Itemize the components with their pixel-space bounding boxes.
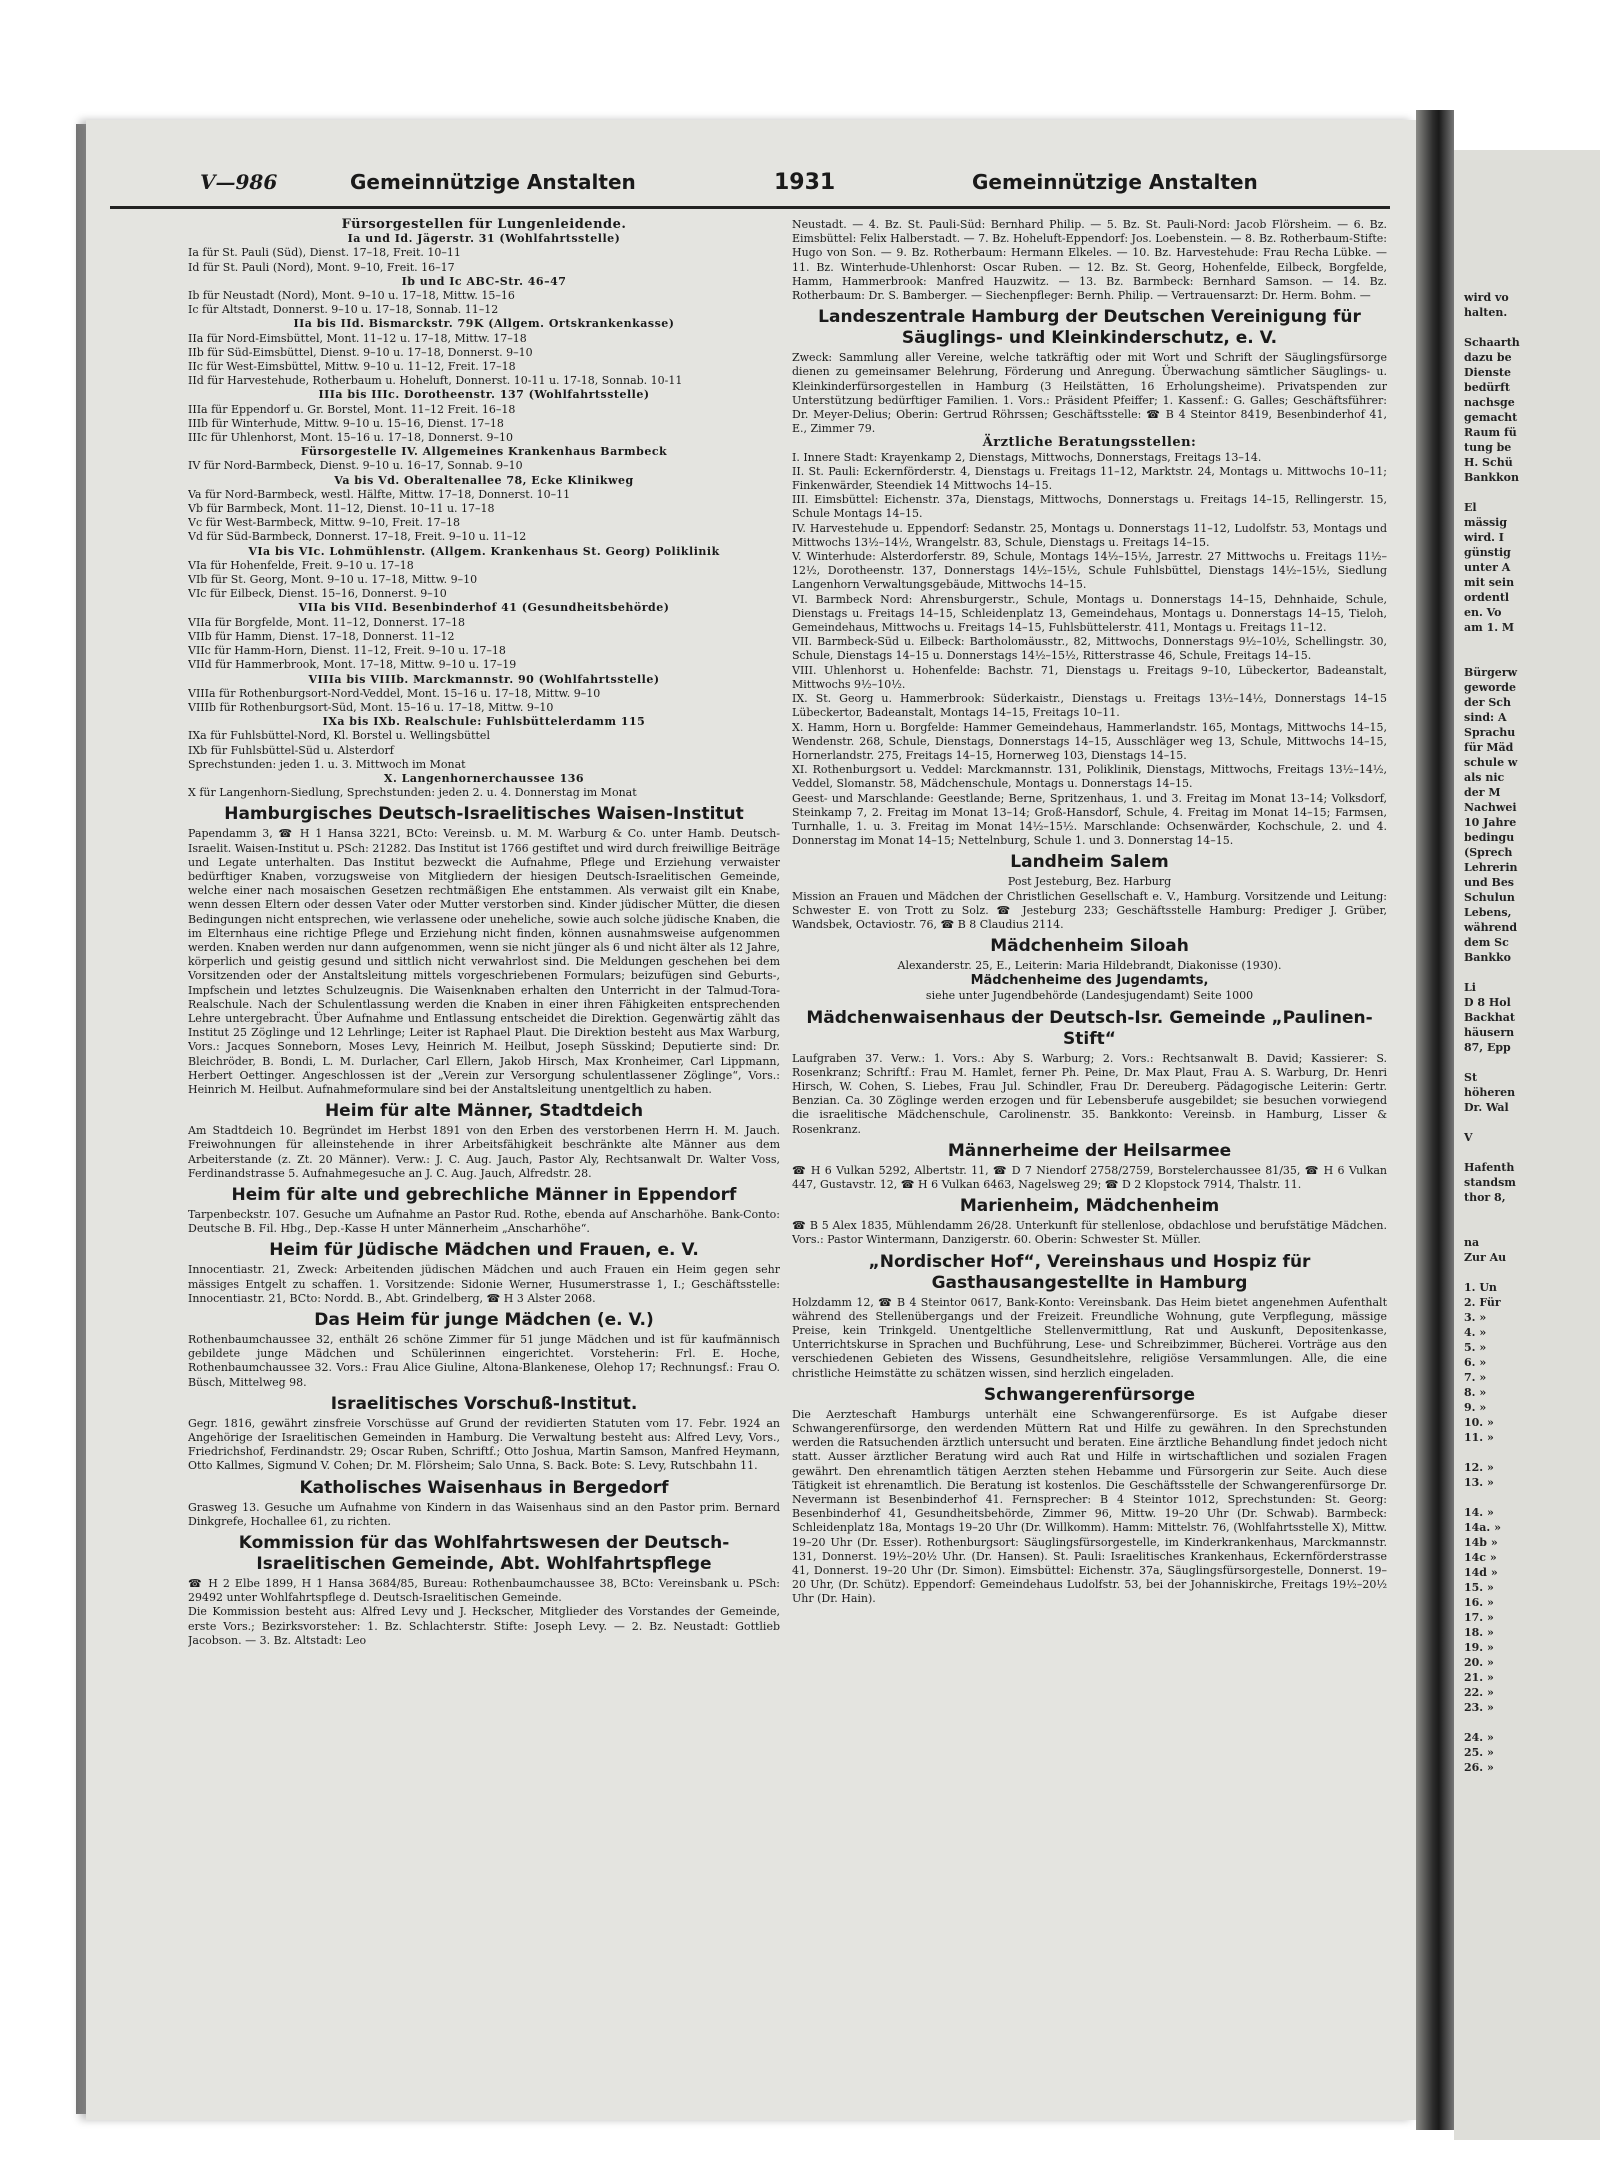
text-line: VIII. Uhlenhorst u. Hohenfelde: Bachstr. 71, Dienstags u. Freitags 9–10, Lübeckertor, Badeanstalt, Mittwochs 9½–10½. <box>792 663 1387 691</box>
text-line: Tarpenbeckstr. 107. Gesuche um Aufnahme an Pastor Rud. Rothe, ebenda auf Anscharhöhe. Bank-Conto: Deutsche B. Fil. Hbg., Dep.-Kasse H unter Männerheim „Anscharhöhe“. <box>188 1208 780 1236</box>
adjacent-page-line: am 1. M <box>1464 621 1515 634</box>
text-line: Post Jesteburg, Bez. Harburg <box>1007 875 1172 889</box>
text-line: Laufgraben 37. Verw.: 1. Vors.: Aby S. Warburg; 2. Vors.: Rechtsanwalt B. David; Kassierer: S. Rosenkranz; Schriftf.: Frau M. Hamlet, ferner Ph. Peine, Dr. Max Plaut, Frau A. S. Warburg, Dr. Henri Hirsch, W. Cohen, S. Liebes, Frau Jul. Schindler, Frau Dr. Dereuberg. Pädagogische Leiterin: Gertr. Benzian. Ca. 30 Zöglinge werden erzogen und für Lebensberufe ausgebildet; sie besuchen vorwiegend die israelitische Mädchenschule, Carolinenstr. 35. Bankkonto: Vereinsb. in Hamburg, Lisser & Rosenkranz. <box>792 1051 1387 1136</box>
adjacent-page-line: als nic <box>1464 771 1505 784</box>
text-line: VIa für Hohenfelde, Freit. 9–10 u. 17–18 <box>188 558 414 572</box>
adjacent-page-line: Schulun <box>1464 891 1515 904</box>
adjacent-page-line: Lebens, <box>1464 906 1512 919</box>
adjacent-page-line: Schaarth <box>1464 336 1520 349</box>
text-line: siehe unter Jugendbehörde (Landesjugendamt) Seite 1000 <box>925 989 1254 1003</box>
adjacent-page-line: standsm <box>1464 1176 1516 1189</box>
text-line: ☎ H 2 Elbe 1899, H 1 Hansa 3684/85, Bureau: Rothenbaumchaussee 38, BCto: Vereinsbank u. PSch: 29492 unter Wohlfahrtspflege d. Deutsch-Israelitischen Gemeinde. <box>188 1577 780 1605</box>
adjacent-page-line: 87, Epp <box>1464 1041 1511 1054</box>
text-line: II. St. Pauli: Eckernförderstr. 4, Dienstags u. Freitags 11–12, Marktstr. 24, Montags u. Mittwochs 10–11; Finkenwärder, Steendiek 14 Mittwochs 14–15. <box>792 464 1387 493</box>
adjacent-page-line: dem Sc <box>1464 936 1509 949</box>
adjacent-page-line: 10. » <box>1464 1416 1494 1429</box>
text-line: Rothenbaumchaussee 32, enthält 26 schöne Zimmer für 51 junge Mädchen und ist für kaufmännisch gebildete junge Mädchen und Schülerinnen eingerichtet. Vorsteherin: Frl. E. Hoche, Rothenbaumchaussee 32. Vors.: Frau Alice Giuline, Altona-Blankenese, Olehop 17; Rechnungsf.: Frau O. Büsch, Mittelweg 98. <box>188 1333 780 1389</box>
text-line: Am Stadtdeich 10. Begründet im Herbst 1891 von den Erben des verstorbenen Herrn H. M. Jauch. Freiwohnungen für alleinstehende in ihrer Arbeitsfähigkeit beschränkte alte Männer aus dem Arbeiterstande (z. Zt. 20 Männer). Verw.: J. C. Aug. Jauch, Pastor Aly, Rechtsanwalt Dr. Walter Voss, Ferdinandstrasse 5. Aufnahmegesuche an J. C. Aug. Jauch, Alfredstr. 28. <box>188 1124 780 1180</box>
header-rule <box>110 206 1390 209</box>
text-line: Vc für West-Barmbeck, Mittw. 9–10, Freit. 17–18 <box>188 516 460 530</box>
adjacent-page-line <box>1464 635 1600 650</box>
subheading: Ib und Ic ABC-Str. 46–47 <box>401 274 567 288</box>
text-line: IV für Nord-Barmbeck, Dienst. 9–10 u. 16–17, Sonnab. 9–10 <box>188 459 523 473</box>
text-line: V. Winterhude: Alsterdorferstr. 89, Schule, Montags 14½–15½, Jarrestr. 27 Mittwochs u. Freitags 11½–12½, Dorotheenstr. 137, Donnerstags 14½–15½, Schule Fuhlsbüttel, Dienstags 14½–15½, Siedlung Langenhorn Verwaltungsgebäude, Mittwochs 14–15. <box>792 550 1387 592</box>
adjacent-page-line: 14a. » <box>1464 1521 1501 1534</box>
text-line: Holzdamm 12, ☎ B 4 Steintor 0617, Bank-Konto: Vereinsbank. Das Heim bietet angenehmen Aufenthalt während des Stellenübergangs und der Freizeit. Freundliche Wohnung, gute Verpflegung, mässige Preise, kein Trinkgeld. Unentgeltliche Stellenvermittlung, Rat und Auskunft, Depositenkasse, Unterrichtskurse in Sprachen und Buchführung, Lese- und Schreibzimmer, Bücherei. Vorträge aus den verschiedenen Gebieten des Wissens, Gesundheitslehre, religiöse Versammlungen. Alle, die eine christliche Heimstätte zu schätzen wissen, sind herzlich eingeladen. <box>792 1295 1387 1380</box>
adjacent-page-line: günstig <box>1464 546 1511 559</box>
text-line: Ia für St. Pauli (Süd), Dienst. 17–18, Freit. 10–11 <box>188 246 461 260</box>
text-line: IIc für West-Eimsbüttel, Mittw. 9–10 u. 11–12, Freit. 17–18 <box>188 360 516 374</box>
adjacent-page-line: El <box>1464 501 1477 514</box>
text-line: Ic für Altstadt, Donnerst. 9–10 u. 17–18, Sonnab. 11–12 <box>188 303 499 317</box>
text-line: Grasweg 13. Gesuche um Aufnahme von Kindern in das Waisenhaus sind an den Pastor prim. Bernard Dinkgrefe, Hochallee 61, zu richten. <box>188 1500 780 1528</box>
adjacent-page-line: 12. » <box>1464 1461 1494 1474</box>
adjacent-page-line: 22. » <box>1464 1686 1494 1699</box>
adjacent-page-line: 14d » <box>1464 1566 1498 1579</box>
subheading: VIIa bis VIId. Besenbinderhof 41 (Gesundheitsbehörde) <box>298 601 670 615</box>
text-line: IIIa für Eppendorf u. Gr. Borstel, Mont. 11–12 Freit. 16–18 <box>188 402 516 416</box>
adjacent-page-line: 9. » <box>1464 1401 1487 1414</box>
adjacent-page-line: 6. » <box>1464 1356 1487 1369</box>
adjacent-page-line: 3. » <box>1464 1311 1487 1324</box>
subheading: VIIIa bis VIIIb. Marckmannstr. 90 (Wohlfahrtsstelle) <box>308 672 660 686</box>
text-line: IId für Harvestehude, Rotherbaum u. Hoheluft, Donnerst. 10-11 u. 17-18, Sonnab. 10-11 <box>188 374 683 388</box>
text-line: VII. Barmbeck-Süd u. Eilbeck: Bartholomäusstr., 82, Mittwochs, Donnerstags 9½–10½, Schellingstr. 30, Schule, Dienstags 14–15 u. Donnerstags 14½–15½, Ritterstrasse 46, Schule, Freitags 14–15. <box>792 635 1387 663</box>
text-line: Id für St. Pauli (Nord), Mont. 9–10, Freit. 16–17 <box>188 260 455 274</box>
text-line: IIIb für Winterhude, Mittw. 9–10 u. 15–16, Dienst. 17–18 <box>188 416 504 430</box>
text-line: Va für Nord-Barmbeck, westl. Hälfte, Mittw. 17–18, Donnerst. 10–11 <box>188 487 571 501</box>
subheading: Ia und Id. Jägerstr. 31 (Wohlfahrtsstelle) <box>347 232 621 246</box>
adjacent-page-line: und Bes <box>1464 876 1515 889</box>
adjacent-page-line <box>1464 1445 1600 1460</box>
adjacent-page-line: Bankko <box>1464 951 1512 964</box>
adjacent-page-line: en. Vo <box>1464 606 1502 619</box>
section-heading: Katholisches Waisenhaus in Bergedorf <box>299 1477 669 1498</box>
adjacent-page-line: bedürft <box>1464 381 1510 394</box>
section-heading: Mädchenwaisenhaus der Deutsch-Isr. Gemeinde „Paulinen-Stift“ <box>806 1007 1373 1049</box>
adjacent-page-line: St <box>1464 1071 1478 1084</box>
section-heading: Das Heim für junge Mädchen (e. V.) <box>314 1310 654 1331</box>
text-line: Ib für Neustadt (Nord), Mont. 9–10 u. 17–18, Mittw. 15–16 <box>188 289 515 303</box>
header-right-title: Gemeinnützige Anstalten <box>972 170 1258 194</box>
adjacent-page-line: 18. » <box>1464 1626 1494 1639</box>
section-heading: Hamburgisches Deutsch-Israelitisches Waisen-Institut <box>224 804 744 825</box>
adjacent-page <box>1454 150 1600 2140</box>
section-heading: Landheim Salem <box>1010 852 1169 873</box>
page-number: V—986 <box>200 170 278 194</box>
adjacent-page-line: ordentl <box>1464 591 1510 604</box>
section-heading: Marienheim, Mädchenheim <box>959 1196 1220 1217</box>
adjacent-page-line: der Sch <box>1464 696 1511 709</box>
adjacent-page-line: 11. » <box>1464 1431 1494 1444</box>
adjacent-page-line: Raum fü <box>1464 426 1517 439</box>
adjacent-page-line: gemacht <box>1464 411 1518 424</box>
section-heading: Israelitisches Vorschuß-Institut. <box>330 1393 638 1414</box>
text-line: ☎ H 6 Vulkan 5292, Albertstr. 11, ☎ D 7 Niendorf 2758/2759, Borstelerchaussee 81/35, ☎ H 6 Vulkan 447, Gustavstr. 12, ☎ H 6 Vulkan 6463, Nagelsweg 29; ☎ D 2 Klopstock 7914, Thalstr. 11. <box>792 1163 1387 1191</box>
adjacent-page-line: Backhat <box>1464 1011 1515 1024</box>
left-column <box>188 218 780 2098</box>
section-heading: Schwangerenfürsorge <box>983 1384 1196 1405</box>
adjacent-page-line <box>1464 650 1600 665</box>
section-heading: Landeszentrale Hamburg der Deutschen Vereinigung für Säuglings- und Kleinkinderschutz, e. V. <box>818 307 1361 349</box>
text-line: Innocentiastr. 21, Zweck: Arbeitenden jüdischen Mädchen und auch Frauen ein Heim gegen sehr mässiges Entgelt zu schaffen. 1. Vorsitzende: Sidonie Werner, Husumerstrasse 1, I.; Geschäftsstelle: Innocentiastr. 21, BCto: Nordd. B., Abt. Grindelberg, ☎ H 3 Alster 2068. <box>188 1263 780 1305</box>
text-line: VIIIa für Rothenburgsort-Nord-Veddel, Mont. 15–16 u. 17–18, Mittw. 9–10 <box>188 686 601 700</box>
text-line: VIIIb für Rothenburgsort-Süd, Mont. 15–16 u. 17–18, Mittw. 9–10 <box>188 700 554 714</box>
section-heading: Mädchenheim Siloah <box>990 936 1189 957</box>
text-line: VIIb für Hamm, Dienst. 17–18, Donnerst. 11–12 <box>188 629 455 643</box>
text-line: IXb für Fuhlsbüttel-Süd u. Alsterdorf <box>188 743 394 757</box>
adjacent-page-line: V <box>1464 1131 1473 1144</box>
adjacent-page-line: dazu be <box>1464 351 1512 364</box>
adjacent-page-line: nachsge <box>1464 396 1515 409</box>
text-line: Sprechstunden: jeden 1. u. 3. Mittwoch im Monat <box>188 757 466 771</box>
right-column <box>792 218 1387 2098</box>
adjacent-page-line <box>1464 1115 1600 1130</box>
text-line: IIa für Nord-Eimsbüttel, Mont. 11–12 u. 17–18, Mittw. 17–18 <box>188 331 527 345</box>
section-heading: Heim für alte Männer, Stadtdeich <box>324 1101 644 1122</box>
adjacent-page-line <box>1464 1055 1600 1070</box>
text-line: III. Eimsbüttel: Eichenstr. 37a, Dienstags, Mittwochs, Donnerstags u. Freitags 14–15, Rellingerstr. 15, Schule Montags 14–15. <box>792 493 1387 521</box>
adjacent-page-line: Dr. Wal <box>1464 1101 1509 1114</box>
text-line: Zweck: Sammlung aller Vereine, welche tatkräftig oder mit Wort und Schrift der Säuglingsfürsorge dienen zu gemeinsamer Belehrung, Förderung und Anregung. Überwachung sämtlicher Säuglings- u. Kleinkinderfürsorgestellen in Hamburg (3 Heilstätten, 16 Erholungsheime). Privatspenden zur Unterstützung bedürftiger Familien. 1. Vors.: Präsident Pfeiffer; 1. Kassenf.: G. Galles; Geschäftsführer: Dr. Meyer-Delius; Oberin: Gertrud Röhrssen; Geschäftsstelle: ☎ B 4 Steintor 8419, Besenbinderhof 41, E., Zimmer 79. <box>792 351 1387 436</box>
adjacent-page-line: Hafenth <box>1464 1161 1515 1174</box>
text-line: Gegr. 1816, gewährt zinsfreie Vorschüsse auf Grund der revidierten Statuten vom 17. Febr. 1924 an Angehörige der Israelitischen Gemeinden in Hamburg. Die Verwaltung besteht aus: Alfred Levy, Vors., Friedrichshof, Ferdinandstr. 29; Oscar Ruben, Schriftf.; Otto Joshua, Martin Samson, Manfred Heymann, Otto Kallmes, Sigmund V. Cohen; Dr. M. Flörsheim; Salo Unna, S. Back. Bote: S. Levy, Rutschbahn 11. <box>188 1416 780 1473</box>
subheading: Ärztliche Beratungsstellen: <box>982 435 1197 451</box>
adjacent-page-text <box>1454 150 1600 1775</box>
adjacent-page-line: wird. I <box>1464 531 1504 544</box>
text-line: IV. Harvestehude u. Eppendorf: Sedanstr. 25, Montags u. Donnerstags 11–12, Ludolfstr. 53, Montags und Mittwochs 13½–14½, Wrangelstr. 83, Schule, Dienstags u. Freitags 14–15. <box>792 521 1387 549</box>
adjacent-page-line: (Sprech <box>1464 846 1513 859</box>
adjacent-page-line: 24. » <box>1464 1731 1494 1744</box>
adjacent-page-line: tung be <box>1464 441 1512 454</box>
adjacent-page-line: 14b » <box>1464 1536 1498 1549</box>
adjacent-page-line <box>1464 1490 1600 1505</box>
book-spine <box>1416 110 1454 2130</box>
section-heading: Männerheime der Heilsarmee <box>947 1140 1232 1161</box>
adjacent-page-line: 20. » <box>1464 1656 1494 1669</box>
page-header <box>110 170 1390 206</box>
subheading: IIa bis IId. Bismarckstr. 79K (Allgem. Ortskrankenkasse) <box>293 317 675 331</box>
adjacent-page-line: 8. » <box>1464 1386 1487 1399</box>
text-line: Vd für Süd-Barmbeck, Donnerst. 17–18, Freit. 9–10 u. 11–12 <box>188 530 527 544</box>
text-line: Papendamm 3, ☎ H 1 Hansa 3221, BCto: Vereinsb. u. M. M. Warburg & Co. unter Hamb. Deutsch-Israelit. Waisen-Institut u. PSch: 21282. Das Institut ist 1766 gestiftet und wird durch freiwillige Beiträge und Legate unterhalten. Das Institut bezweckt die Aufnahme, Pflege und Erziehung verwaister bedürftiger Knaben, vorzugsweise von Mitgliedern der hiesigen Deutsch-Israelitischen Gemeinde, welche einer nach mosaischen Gesetzen rechtmäßigen Ehe entstammen. Als verwaist gilt ein Knabe, wenn dessen Eltern oder dessen Vater oder Mutter verstorben sind. Kinder jüdischer Mütter, die diesen Bedingungen nicht entsprechen, wie verlassene oder uneheliche, sowie auch solche jüdische Knaben, die im Elternhaus eine richtige Pflege und Erziehung nicht finden, können ausnahmsweise aufgenommen werden. Knaben werden nur dann aufgenommen, wenn sie nicht jünger als 6 und nicht älter als 12 Jahre, körperlich und geistig gesund und sittlich nicht verwahrlost sind. Die Meldungen geschehen bei dem Vorsitzenden oder der Anstaltsleitung mittels vorgeschriebenen Formulars; beizufügen sind Geburts-, Impfschein und letztes Schulzeugnis. Die Waisenknaben erhalten den Unterricht in der Talmud-Tora-Realschule. Nach der Schulentlassung werden die Knaben in einer ihren Fähigkeiten entsprechenden Lehre untergebracht. Über Aufnahme und Entlassung entscheidet die Direktion. Gegenwärtig zählt das Institut 25 Zöglinge und 12 Lehrlinge; Leiter ist Raphael Plaut. Die Direktion besteht aus Max Warburg, Vors.: Jacques Sonneborn, Moses Levy, Heinrich M. Heilbut, Joseph Süsskind; Deputierte sind: Dr. Bleichröder, B. Bondi, L. M. Durlacher, Carl Ellern, Jakob Hirsch, Max Kronheimer, Carl Lippmann, Herbert Oettinger. Angeschlossen ist der „Verein zur Versorgung schulentlassener Zöglinge“, Vors.: Heinrich M. Heilbut. Aufnahmeformulare sind bei der Anstaltsleitung unentgeltlich zu haben. <box>188 827 780 1096</box>
text-line: VIc für Eilbeck, Dienst. 15–16, Donnerst. 9–10 <box>188 587 447 601</box>
adjacent-page-line: wird vo <box>1464 291 1509 304</box>
adjacent-page-line <box>1464 320 1600 335</box>
adjacent-page-line: für Mäd <box>1464 741 1514 754</box>
adjacent-page-line: Li <box>1464 981 1476 994</box>
adjacent-page-line: 13. » <box>1464 1476 1494 1489</box>
section-heading: Heim für Jüdische Mädchen und Frauen, e. V. <box>269 1240 699 1261</box>
adjacent-page-line: Sprachu <box>1464 726 1516 739</box>
header-left-title: Gemeinnützige Anstalten <box>350 170 636 194</box>
adjacent-page-line: H. Schü <box>1464 456 1513 469</box>
text-line: Die Aerzteschaft Hamburgs unterhält eine Schwangerenfürsorge. Es ist Aufgabe dieser Schwangerenfürsorge, den werdenden Müttern Rat und Hilfe zu gewähren. In den Sprechstunden werden die Ratsuchenden ärztlich untersucht und beraten. Eine ärztliche Behandlung findet jedoch nicht statt. Ausser ärztlicher Beratung wird auch Rat und Hilfe in wirtschaftlichen und sozialen Fragen gewährt. Den ehrenamtlich tätigen Aerzten stehen Hebamme und Fürsorgerin zur Seite. Auch diese Tätigkeit ist ehrenamtlich. Die Beratung ist kostenlos. Die Geschäftsstelle der Schwangerenfürsorge Dr. Nevermann ist Besenbinderhof 41. Fernsprecher: B 4 Steintor 1012, Sprechstunden: St. Georg: Besenbinderhof 41, Gesundheitsbehörde, Zimmer 96, Mittw. 19–20 Uhr (Dr. Schwab). Barmbeck: Schleidenplatz 18a, Montags 19–20 Uhr (Dr. Willkomm). Hamm: Mittelstr. 76, (Wohlfahrtsstelle X), Mittw. 19–20 Uhr (Dr. Esser). Rothenburgsort: Säuglingsfürsorgestelle, im Kinderkrankenhaus, Marckmannstr. 131, Donnerst. 19½–20½ Uhr. (Dr. Hansen). St. Pauli: Israelitisches Krankenhaus, Eckernförderstrasse 41, Donnerst. 19–20 Uhr (Dr. Simon). Eimsbüttel: Eichenstr. 37a, Säuglingsfürsorgestelle, Donnerst. 19–20 Uhr, (Dr. Schütz). Eppendorf: Gemeindehaus Ludolfstr. 53, bei der Johanniskirche, Freitags 19½–20½ Uhr (Dr. Hain). <box>792 1407 1387 1606</box>
adjacent-page-line: D 8 Hol <box>1464 996 1511 1009</box>
adjacent-page-line: Bürgerw <box>1464 666 1518 679</box>
adjacent-page-line: 10 Jahre <box>1464 816 1517 829</box>
header-year: 1931 <box>774 170 836 195</box>
adjacent-page-line: 7. » <box>1464 1371 1487 1384</box>
adjacent-page-line <box>1464 1220 1600 1235</box>
adjacent-page-line: 4. » <box>1464 1326 1487 1339</box>
text-line: XI. Rothenburgsort u. Veddel: Marckmannstr. 131, Poliklinik, Dienstags, Mittwochs, Freitags 13½–14½, Veddel, Slomanstr. 58, Mädchenschule, Montags u. Donnerstags 14–15. <box>792 763 1387 791</box>
text-line: Neustadt. — 4. Bz. St. Pauli-Süd: Bernhard Philip. — 5. Bz. St. Pauli-Nord: Jacob Flörsheim. — 6. Bz. Eimsbüttel: Felix Halberstadt. — 7. Bz. Hoheluft-Eppendorf: Jos. Loebenstein. — 8. Bz. Rotherbaum-Stifte: Hugo von Son. — 9. Bz. Rotherbaum: Hermann Elkeles. — 10. Bz. Harvestehude: Frau Recha Lübke. — 11. Bz. Winterhude-Uhlenhorst: Oscar Ruben. — 12. Bz. St. Georg, Hohenfelde, Eilbeck, Borgfelde, Hamm, Hammerbrook: Manfred Hauzwitz. — 13. Bz. Barmbeck: Bernhard Samson. — 14. Bz. Rotherbaum: Dr. S. Bamberger. — Siechenpfleger: Bernh. Philip. — Vertrauensarzt: Dr. Herm. Bohm. — <box>792 218 1387 303</box>
adjacent-page-line: geworde <box>1464 681 1516 694</box>
text-line: VI. Barmbeck Nord: Ahrensburgerstr., Schule, Montags u. Donnerstags 14–15, Dehnhaide, Schule, Dienstags u. Freitags 14–15, Schleidenplatz 13, Gemeindehaus, Montags u. Donnerstags 14–15, Tieloh, Gemeindehaus, Mittwochs u. Freitags 14–15, Fuhlsbüttelerstr. 411, Montags u. Freitags 11–12. <box>792 592 1387 635</box>
adjacent-page-line <box>1464 965 1600 980</box>
text-line: IIIc für Uhlenhorst, Mont. 15–16 u. 17–18, Donnerst. 9–10 <box>188 431 513 445</box>
text-line: VIIa für Borgfelde, Mont. 11–12, Donnerst. 17–18 <box>188 615 466 629</box>
text-line: IIb für Süd-Eimsbüttel, Dienst. 9–10 u. 17–18, Donnerst. 9–10 <box>188 345 533 359</box>
adjacent-page-line <box>1464 1205 1600 1220</box>
adjacent-page-line: 2. Für <box>1464 1296 1501 1309</box>
text-line: IXa für Fuhlsbüttel-Nord, Kl. Borstel u. Wellingsbüttel <box>188 729 490 743</box>
section-heading: „Nordischer Hof“, Vereinshaus und Hospiz für Gasthausangestellte in Hamburg <box>868 1251 1311 1293</box>
section-heading: Kommission für das Wohlfahrtswesen der Deutsch-Israelitischen Gemeinde, Abt. Wohlfahrtspflege <box>238 1533 730 1575</box>
adjacent-page-line: schule w <box>1464 756 1518 769</box>
adjacent-page-line: 26. » <box>1464 1761 1494 1774</box>
text-line: VIId für Hammerbrook, Mont. 17–18, Mittw. 9–10 u. 17–19 <box>188 658 517 672</box>
adjacent-page-line <box>1464 485 1600 500</box>
text-line: IX. St. Georg u. Hammerbrook: Süderkaistr., Dienstags u. Freitags 13½–14½, Donnerstags 14–15 Lübeckertor, Badeanstalt, Montags 14–15, Freitags 10–11. <box>792 692 1387 720</box>
adjacent-page-line: 15. » <box>1464 1581 1494 1594</box>
subheading: IIIa bis IIIc. Dorotheenstr. 137 (Wohlfahrtsstelle) <box>318 388 650 402</box>
adjacent-page-line: mit sein <box>1464 576 1515 589</box>
subheading: Fürsorgestellen für Lungenleidende. <box>341 218 627 232</box>
subheading: Fürsorgestelle IV. Allgemeines Krankenhaus Barmbeck <box>300 445 668 459</box>
text-line: Geest- und Marschlande: Geestlande; Berne, Spritzenhaus, 1. und 3. Freitag im Monat 13–14; Volksdorf, Steinkamp 7, 2. Freitag im Monat 13–14; Groß-Hansdorf, Schule, 4. Freitag im Monat 14–15; Farmsen, Turnhalle, 1. u. 3. Freitag im Monat 14½–15½. Marschlande: Ochsenwärder, Kochschule, 2. und 4. Donnerstag im Monat 14–15; Nettelnburg, Schule 1. und 3. Donnerstag 14–15. <box>792 791 1387 848</box>
adjacent-page-line: Nachwei <box>1464 801 1517 814</box>
adjacent-page-line: 17. » <box>1464 1611 1494 1624</box>
text-line: Alexanderstr. 25, E., Leiterin: Maria Hildebrandt, Diakonisse (1930). <box>897 959 1282 973</box>
subheading: IXa bis IXb. Realschule: Fuhlsbüttelerdamm 115 <box>322 715 646 729</box>
adjacent-page-line: 16. » <box>1464 1596 1494 1609</box>
adjacent-page-line: unter A <box>1464 561 1511 574</box>
adjacent-page-line: 23. » <box>1464 1701 1494 1714</box>
text-line: I. Innere Stadt: Krayenkamp 2, Dienstags, Mittwochs, Donnerstags, Freitags 13–14. <box>792 450 1262 464</box>
subheading: VIa bis VIc. Lohmühlenstr. (Allgem. Krankenhaus St. Georg) Poliklinik <box>248 544 720 558</box>
adjacent-page-line: der M <box>1464 786 1501 799</box>
adjacent-page-line: 14. » <box>1464 1506 1494 1519</box>
subheading: X. Langenhornerchaussee 136 <box>383 771 585 785</box>
section-heading: Mädchenheime des Jugendamts, <box>970 973 1209 989</box>
text-line: X für Langenhorn-Siedlung, Sprechstunden: jeden 2. u. 4. Donnerstag im Monat <box>188 786 637 800</box>
adjacent-page-line: halten. <box>1464 306 1508 319</box>
text-line: VIb für St. Georg, Mont. 9–10 u. 17–18, Mittw. 9–10 <box>188 573 478 587</box>
adjacent-page-line: Lehrerin <box>1464 861 1518 874</box>
subheading: Va bis Vd. Oberaltenallee 78, Ecke Klinikweg <box>334 473 634 487</box>
adjacent-page-line: Bankkon <box>1464 471 1519 484</box>
text-line: X. Hamm, Horn u. Borgfelde: Hammer Gemeindehaus, Hammerlandstr. 165, Montags, Mittwochs 14–15, Wendenstr. 268, Schule, Dienstags, Donnerstags 14–15, Ausschläger weg 13, Schule, Mittwochs 14–15, Hornerlandstr. 275, Freitags 14–15, Hornerweg 103, Dienstags 14–15. <box>792 720 1387 762</box>
adjacent-page-line: 19. » <box>1464 1641 1494 1654</box>
adjacent-page-line: 1. Un <box>1464 1281 1497 1294</box>
adjacent-page-line: 5. » <box>1464 1341 1487 1354</box>
adjacent-page-line: 21. » <box>1464 1671 1494 1684</box>
adjacent-page-line: höheren <box>1464 1086 1516 1099</box>
adjacent-page-line: häusern <box>1464 1026 1515 1039</box>
text-line: VIIc für Hamm-Horn, Dienst. 11–12, Freit. 9–10 u. 17–18 <box>188 644 506 658</box>
adjacent-page-line <box>1464 1715 1600 1730</box>
text-line: Mission an Frauen und Mädchen der Christlichen Gesellschaft e. V., Hamburg. Vorsitzende und Leitung: Schwester E. von Trott zu Solz. ☎ Jesteburg 233; Geschäftsstelle Hamburg: Prediger J. Grüber, Wandsbek, Octaviostr. 76, ☎ B 8 Claudius 2114. <box>792 889 1387 931</box>
adjacent-page-line: Dienste <box>1464 366 1511 379</box>
adjacent-page-line: sind: A <box>1464 711 1507 724</box>
adjacent-page-line: thor 8, <box>1464 1191 1506 1204</box>
adjacent-page-line: Zur Au <box>1464 1251 1507 1264</box>
adjacent-page-line: 25. » <box>1464 1746 1494 1759</box>
text-line: ☎ B 5 Alex 1835, Mühlendamm 26/28. Unterkunft für stellenlose, obdachlose und berufstätige Mädchen. Vors.: Pastor Wintermann, Danzigerstr. 60. Oberin: Schwester St. Müller. <box>792 1219 1387 1247</box>
adjacent-page-line: na <box>1464 1236 1480 1249</box>
adjacent-page-line: bedingu <box>1464 831 1515 844</box>
text-line: Die Kommission besteht aus: Alfred Levy und J. Heckscher, Mitglieder des Vorstandes der Gemeinde, erste Vors.; Bezirksvorsteher: 1. Bz. Schlachterstr. Stifte: Joseph Levy. — 2. Bz. Neustadt: Gottlieb Jacobson. — 3. Bz. Altstadt: Leo <box>188 1605 780 1647</box>
section-heading: Heim für alte und gebrechliche Männer in Eppendorf <box>231 1185 737 1205</box>
adjacent-page-line <box>1464 1265 1600 1280</box>
adjacent-page-line: mässig <box>1464 516 1508 529</box>
text-line: Vb für Barmbeck, Mont. 11–12, Dienst. 10–11 u. 17–18 <box>188 502 495 516</box>
adjacent-page-line: 14c » <box>1464 1551 1497 1564</box>
adjacent-page-line: während <box>1464 921 1518 934</box>
adjacent-page-line <box>1464 1145 1600 1160</box>
